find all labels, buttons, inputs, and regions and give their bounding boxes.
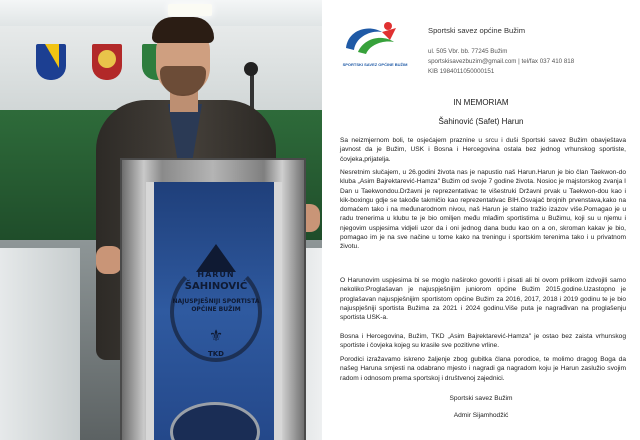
plaque-last-name: ŠAHINOVIĆ bbox=[184, 281, 248, 292]
photo-coat-of-arms bbox=[92, 44, 122, 80]
org-contact: sportskisavezbuzim@gmail.com | tel/fax 037 410 818 bbox=[428, 58, 575, 65]
org-address: ul. 505 Vbr. bb. 77245 Bužim bbox=[428, 48, 508, 55]
paragraph-1: Sa neizmjernom boli, te osjećajem praznine u srcu i duši Sportski savez Bužim obavještava javnost da je Bužim, USK i Bosna i Hercegovina ostala bez jednog vrhunskog sportiste, čovjeka,prijatelja. bbox=[340, 137, 626, 163]
logo-red-dot bbox=[384, 22, 392, 30]
paragraph-5: Porodici izražavamo iskreno žaljenje zbog gubitka člana porodice, te molimo dragog Boga da našeg Haruna smjesti na odabrano mjesto i nagradi ga nagradom koju je Harun zaslužio svojim radom i odnosom prema sportskoj i društvenoj zajednici. bbox=[340, 356, 626, 382]
photo-flag-bih bbox=[36, 44, 66, 80]
signature-organization: Sportski savez Bužim bbox=[449, 395, 513, 402]
plaque-award-text: NAJUSPJEŠNIJI SPORTISTA OPĆINE BUŽIM bbox=[172, 298, 260, 313]
logo-green-swoosh bbox=[358, 38, 394, 54]
sports-association-logo bbox=[338, 18, 412, 74]
person-hair bbox=[152, 17, 214, 43]
plaque-first-name: HARUN bbox=[197, 270, 235, 279]
plaque-club-text: TKD bbox=[207, 350, 224, 358]
logo-caption: SPORTSKI SAVEZ OPĆINE BUŽIM bbox=[342, 62, 408, 67]
memorial-document bbox=[322, 0, 640, 440]
signature-name: Admir Sijamhodžić bbox=[453, 412, 509, 419]
paragraph-2: Nesretnim slučajem, u 26.godini života nas je napustio naš Harun.Harun je bio član Taekwon-do kluba „Asim Bajrektarević-Hamza" Bužim od svoje 7 godine života. Nosioc je majstorskog zvanja I Dan u Taekwondou.Državni je reprezentativac te višestruki Državni prvak u Taekwon-dou kao i kik-boxingu gdje se takođe takmičio kao reprezentativac BIH.Osvajač brojnih prvenstava,kako na domaćem tako i na međunarodnom nivou, naš Harun je stalno tražio izazov više.Pomagao je u radu trenerima u klubu te je bio omiljen među mlađim sportistima u Bužimu, koji su u njemu i njegovim uspjesima vidjeli uzor da i oni jednog dana budu kao on a on, skroman kakav je bio, pomagao im je na sve načine u tome kako na treningu i sportskim terenima tako i u privatnom životu. bbox=[340, 169, 626, 251]
memorial-title: IN MEMORIAM bbox=[453, 98, 509, 107]
photo-ceiling-light bbox=[168, 4, 212, 16]
person-left-hand bbox=[96, 246, 122, 274]
paragraph-4: Bosna i Hercegovina, Bužim, TKD „Asim Bajrektarević-Hamza" je ostao bez zaista vrhunskog sportiste i čovjeka kojeg su krasile sve pozitivne vrline. bbox=[340, 333, 626, 350]
memorial-person-name: Šahinović (Safet) Harun bbox=[438, 117, 524, 126]
paragraph-3: O Harunovim uspjesima bi se moglo naširoko govoriti i pisati ali bi ovom prilikom izdvojili samo nekoliko:Proglašavan je najuspješnijim juniorom općine Bužim 2015.godine.Uzastopno je proglašavan najuspješnijim sportistom općine Bužim za 2016, 2017, 2018 i 2019 godinu te je bio najuspješniji sportista Bužima za 2021 i 2024 godinu.Više puta je nagrađivan na proglašenju sportista USK-a. bbox=[340, 277, 626, 322]
photo-mic-icon bbox=[244, 62, 258, 76]
org-kib: KIB 1984011050000151 bbox=[428, 68, 495, 75]
photo-left-props bbox=[0, 248, 80, 440]
plaque-fleur-de-lis-icon: ⚜ bbox=[208, 326, 224, 345]
org-name: Sportski savez općine Bužim bbox=[428, 26, 526, 35]
